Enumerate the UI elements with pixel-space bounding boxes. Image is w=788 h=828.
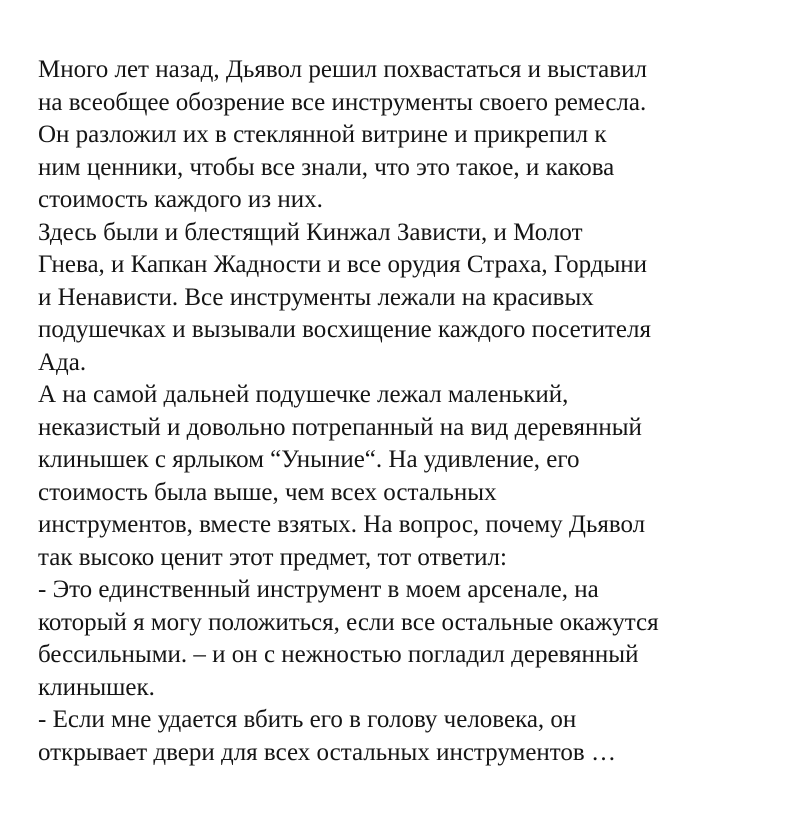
text-line: бессильными. – и он с нежностью погладил деревянный [38,641,639,668]
text-line: подушечках и вызывали восхищение каждого посетителя [38,316,651,343]
text-line: Здесь были и блестящий Кинжал Зависти, и Молот [38,218,583,246]
text-line: и Ненависти. Все инструменты лежали на красивых [38,283,594,311]
text-line: который я могу положиться, если все остальные окажутся [38,608,659,636]
text-line: клинышек с ярлыком “Уныние“. На удивление, его [38,446,580,473]
story-text [38,54,768,769]
text-line: так высоко ценит этот предмет, тот ответил: [38,543,507,571]
text-line: - Если мне удается вбить его в голову человека, он [38,706,577,733]
text-line: инструментов, вместе взятых. На вопрос, почему Дьявол [38,511,646,538]
text-line: - Это единственный инструмент в моем арсенале, на [38,576,599,603]
text-line: ним ценники, чтобы все знали, что это такое, и какова [38,153,615,181]
text-line: стоимость была выше, чем всех остальных [38,478,497,506]
text-line: А на самой дальней подушечке лежал маленький, [38,381,569,408]
text-line: неказистый и довольно потрепанный на вид деревянный [38,413,642,441]
text-line: на всеобщее обозрение все инструменты своего ремесла. [38,88,647,116]
text-line: стоимость каждого из них. [38,186,323,213]
text-line: Много лет назад, Дьявол решил похвастаться и выставил [38,56,647,83]
text-line: Гнева, и Капкан Жадности и все орудия Страха, Гордыни [38,251,648,278]
text-line: Он разложил их в стеклянной витрине и прикрепил к [38,121,607,148]
text-line: открывает двери для всех остальных инструментов … [38,738,616,766]
text-line: Ада. [38,348,87,376]
text-line: клинышек. [38,673,155,701]
